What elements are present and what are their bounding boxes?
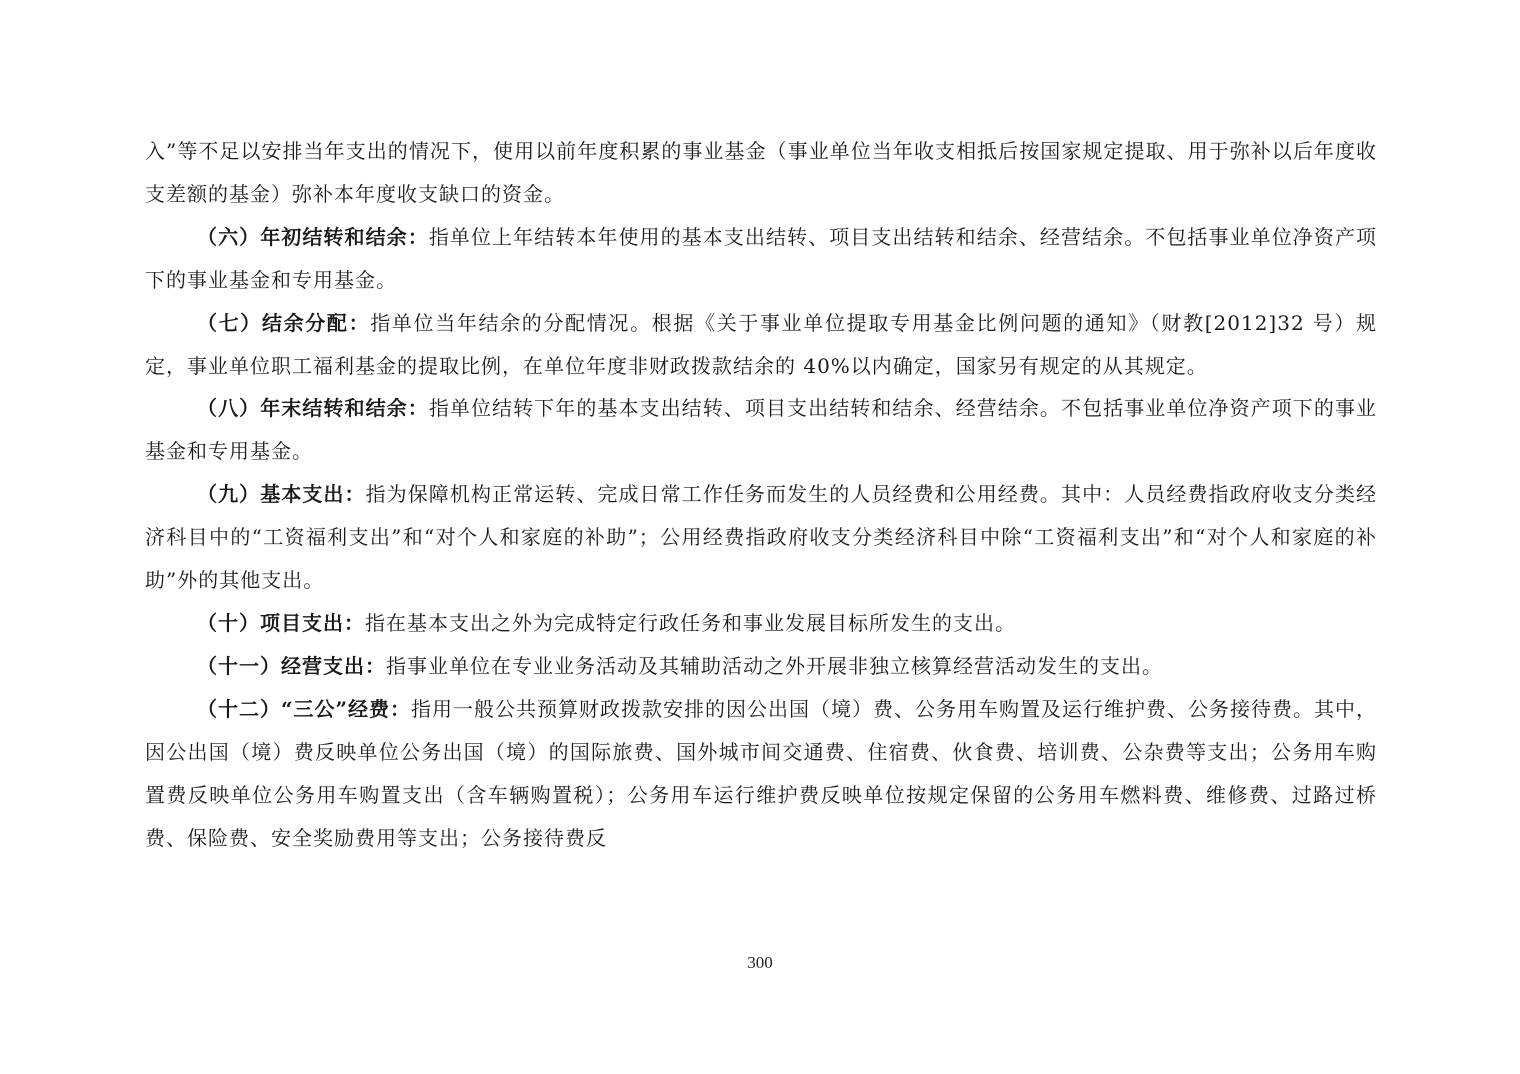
term-heading: （六）年初结转和结余：: [197, 224, 429, 249]
paragraph-8-closing-balance: [145, 387, 1377, 473]
term-heading: （八）年末结转和结余：: [197, 396, 429, 421]
paragraph-text: 指单位上年结转本年使用的基本支出结转、项目支出结转和结余、经营结余。不包括事业单位净资产项下的事业基金和专用基金。: [145, 224, 1378, 292]
paragraph-text: 指在基本支出之外为完成特定行政任务和事业发展目标所发生的支出。: [365, 610, 1016, 635]
paragraph-7-surplus-distribution: [145, 302, 1377, 388]
paragraph-12-three-public-expenses: [145, 688, 1377, 860]
term-heading: （七）结余分配：: [197, 310, 371, 335]
paragraph-text: 指用一般公共预算财政拨款安排的因公出国（境）费、公务用车购置及运行维护费、公务接待费。其中，因公出国（境）费反映单位公务出国（境）的国际旅费、国外城市间交通费、住宿费、伙食费、培训费、公杂费等支出；公务用车购置费反映单位公务用车购置支出（含车辆购置税）；公务用车运行维护费反映单位按规定保留的公务用车燃料费、维修费、过路过桥费、保险费、安全奖励费用等支出；公务接待费反: [145, 696, 1378, 850]
term-heading: （十一）经营支出：: [197, 653, 386, 678]
paragraph-text: 指单位当年结余的分配情况。根据《关于事业单位提取专用基金比例问题的通知》（财教[2012]32 号）规定，事业单位职工福利基金的提取比例，在单位年度非财政拨款结余的 40%以内确定，国家另有规定的从其规定。: [145, 310, 1378, 378]
paragraph-text: 指单位结转下年的基本支出结转、项目支出结转和结余、经营结余。不包括事业单位净资产项下的事业基金和专用基金。: [145, 396, 1378, 464]
term-heading: （十）项目支出：: [197, 610, 365, 635]
paragraph-9-basic-expenditure: [145, 473, 1377, 602]
paragraph-continuation: [145, 130, 1377, 216]
term-heading: （九）基本支出：: [197, 482, 366, 507]
paragraph-text: 指事业单位在专业业务活动及其辅助活动之外开展非独立核算经营活动发生的支出。: [386, 653, 1163, 678]
paragraph-6-opening-balance: [145, 216, 1377, 302]
body-text: [145, 130, 1377, 859]
term-heading: （十二）“三公”经费：: [197, 696, 412, 721]
paragraph-text: 入”等不足以安排当年支出的情况下，使用以前年度积累的事业基金（事业单位当年收支相抵后按国家规定提取、用于弥补以后年度收支差额的基金）弥补本年度收支缺口的资金。: [145, 139, 1377, 206]
paragraph-text: 指为保障机构正常运转、完成日常工作任务而发生的人员经费和公用经费。其中：人员经费指政府收支分类经济科目中的“工资福利支出”和“对个人和家庭的补助”；公用经费指政府收支分类经济科目中除“工资福利支出”和“对个人和家庭的补助”外的其他支出。: [145, 482, 1378, 593]
paragraph-11-operating-expenditure: [145, 645, 1377, 688]
paragraph-10-project-expenditure: [145, 602, 1377, 645]
page-number: 300: [747, 953, 773, 972]
